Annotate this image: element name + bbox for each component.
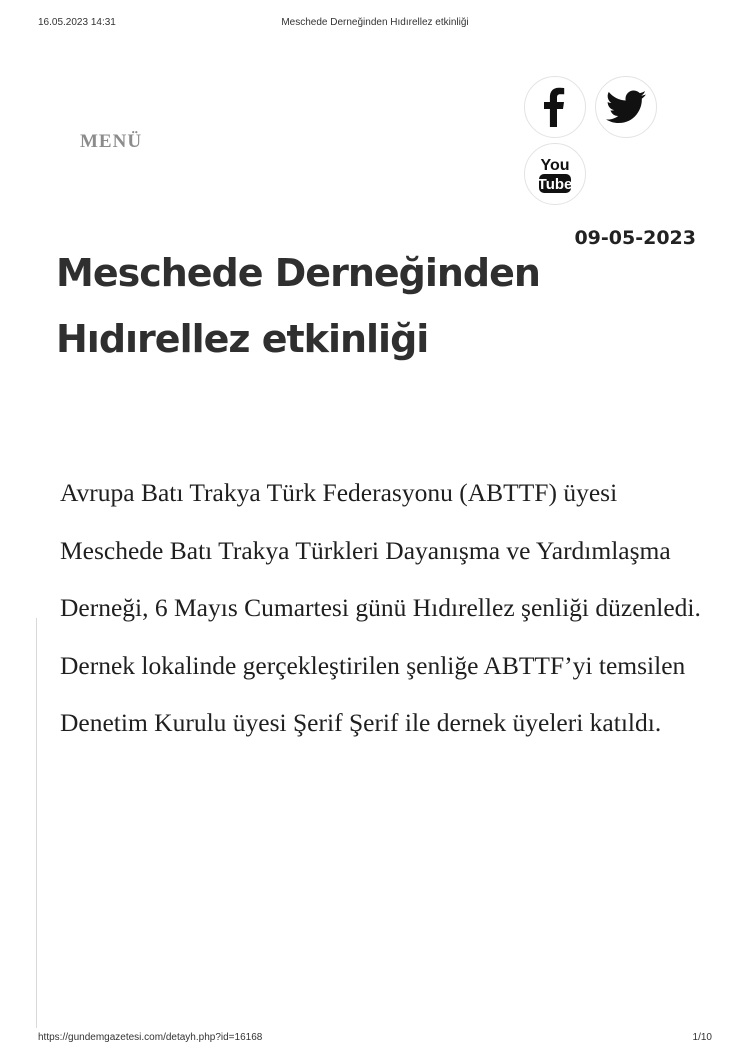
- facebook-link[interactable]: [524, 76, 586, 138]
- youtube-icon: [537, 154, 573, 194]
- article-title: Meschede Derneğinden Hıdırellez etkinliği: [56, 251, 540, 361]
- youtube-icon-text-you: You: [540, 157, 570, 174]
- page-number: 1/10: [692, 1032, 712, 1043]
- youtube-link[interactable]: [524, 143, 586, 205]
- print-url: https://gundemgazetesi.com/detayh.php?id=16168: [38, 1032, 263, 1043]
- article-body: Avrupa Batı Trakya Türk Federasyonu (ABTTF) üyesi Meschede Batı Trakya Türkleri Dayanışma ve Yardımlaşma Derneği, 6 Mayıs Cumartesi günü Hıdırellez şenliği düzenledi. Dernek lokalinde gerçekleştirilen şenliğe ABTTF’yi temsilen Denetim Kurulu üyesi Şerif Şerif ile dernek üyeleri katıldı.: [60, 478, 701, 737]
- print-datetime: 16.05.2023 14:31: [38, 17, 116, 28]
- twitter-link[interactable]: [595, 76, 657, 138]
- article-date: 09-05-2023: [574, 227, 696, 249]
- youtube-icon-text-tube: Tube: [537, 176, 573, 193]
- print-footer: [38, 1032, 712, 1046]
- left-divider: [36, 618, 37, 1028]
- print-header: [38, 17, 712, 31]
- menu-button[interactable]: MENÜ: [80, 131, 143, 152]
- facebook-icon: [544, 87, 566, 127]
- print-page-title: Meschede Derneğinden Hıdırellez etkinliği: [281, 17, 469, 28]
- twitter-icon: [606, 90, 646, 124]
